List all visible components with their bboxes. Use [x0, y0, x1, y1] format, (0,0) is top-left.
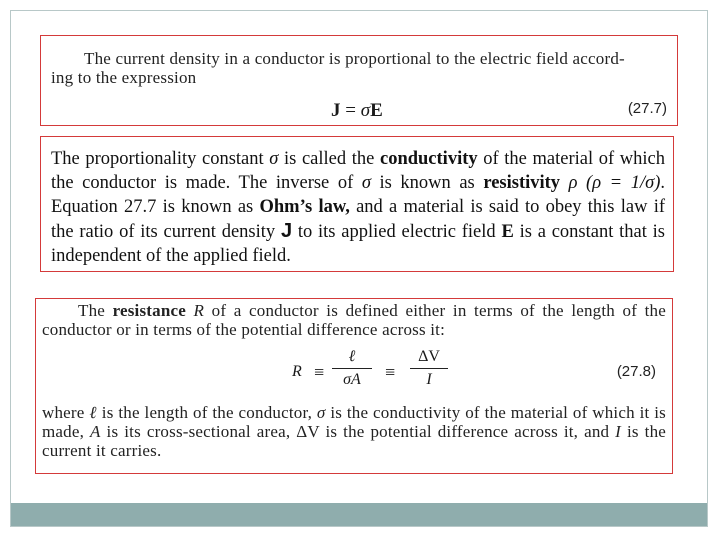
- eq-equiv: ≡: [385, 362, 396, 382]
- rho-expression: ρ (ρ = 1/σ): [560, 173, 661, 193]
- text-run: of a conductor is defined either in terms of the length of the conductor or in terms of the potential difference across it:: [42, 301, 666, 339]
- eq-J: J: [331, 100, 341, 121]
- paragraph-line: ing to the expression: [51, 68, 197, 87]
- sigma-symbol: σ: [269, 149, 279, 169]
- text-run: is known as: [370, 173, 484, 193]
- term-resistivity: resistivity: [483, 173, 561, 193]
- equation-number: (27.7): [627, 100, 667, 117]
- ohms-law-equation: [331, 100, 383, 122]
- text-run: . Equation 27.7 is known as: [51, 173, 665, 217]
- sigma-symbol: σ: [361, 173, 371, 193]
- text-run: The: [78, 301, 113, 320]
- text-run: to its applied electric field: [292, 222, 502, 242]
- current-density-paragraph: [51, 49, 671, 87]
- text-run: is called the: [278, 149, 380, 169]
- eq-E: E: [370, 100, 383, 121]
- eq-R: R: [292, 363, 302, 380]
- text-run: of the material of which the conductor is made. The inverse of: [51, 149, 665, 193]
- fraction-bar: [332, 368, 372, 369]
- conductivity-paragraph: [51, 147, 665, 268]
- intro-paragraph: [42, 301, 666, 339]
- symbol-I: I: [615, 422, 622, 441]
- fraction-length-over-sigma-area: [332, 347, 372, 390]
- footer-bar: [11, 503, 707, 526]
- symbol-J: J: [280, 220, 293, 242]
- resistance-equation: [292, 347, 452, 397]
- conductivity-box: [40, 136, 674, 272]
- text-run: and a material is said to obey this law if the ratio of its current density: [51, 197, 665, 242]
- text-run: is its cross-sectional area, ΔV is the potential difference across it, and: [100, 422, 616, 441]
- eq-equiv: ≡: [314, 362, 325, 382]
- term-conductivity: conductivity: [379, 149, 478, 169]
- eq-sigma: σ: [360, 100, 371, 121]
- text-run: is the length of the conductor,: [96, 403, 317, 422]
- text-run: where: [42, 403, 90, 422]
- equation-number: (27.8): [616, 363, 656, 380]
- resistance-box: [35, 298, 673, 474]
- symbol-E: E: [501, 222, 514, 242]
- fraction-voltage-over-current: [410, 347, 448, 390]
- text-run: is a constant that is independent of the applied field.: [51, 222, 665, 266]
- fraction-bar: [410, 368, 448, 369]
- term-ohms-law: Ohm’s law,: [259, 197, 350, 217]
- paragraph-line: The current density in a conductor is proportional to the electric field accord-: [84, 49, 625, 68]
- frac-denominator: I: [426, 371, 432, 388]
- symbol-A: A: [90, 422, 101, 441]
- frac-denominator: σA: [343, 371, 361, 388]
- resistance-explanation: [42, 403, 666, 460]
- term-resistance: resistance: [112, 301, 187, 320]
- symbol-R: R: [186, 301, 205, 320]
- sigma-symbol: σ: [316, 403, 326, 422]
- frac-numerator: ℓ: [348, 348, 356, 365]
- resistance-intro: [42, 301, 666, 339]
- frac-numerator: ΔV: [418, 348, 440, 365]
- current-density-box: [40, 35, 678, 126]
- eq-equals: =: [345, 100, 356, 121]
- symbol-ell: ℓ: [89, 403, 97, 422]
- text-run: The proportionality constant: [51, 149, 270, 169]
- text-run: is the current it carries.: [42, 422, 667, 460]
- text-run: is the conductivity of the material of which it is made,: [42, 403, 666, 441]
